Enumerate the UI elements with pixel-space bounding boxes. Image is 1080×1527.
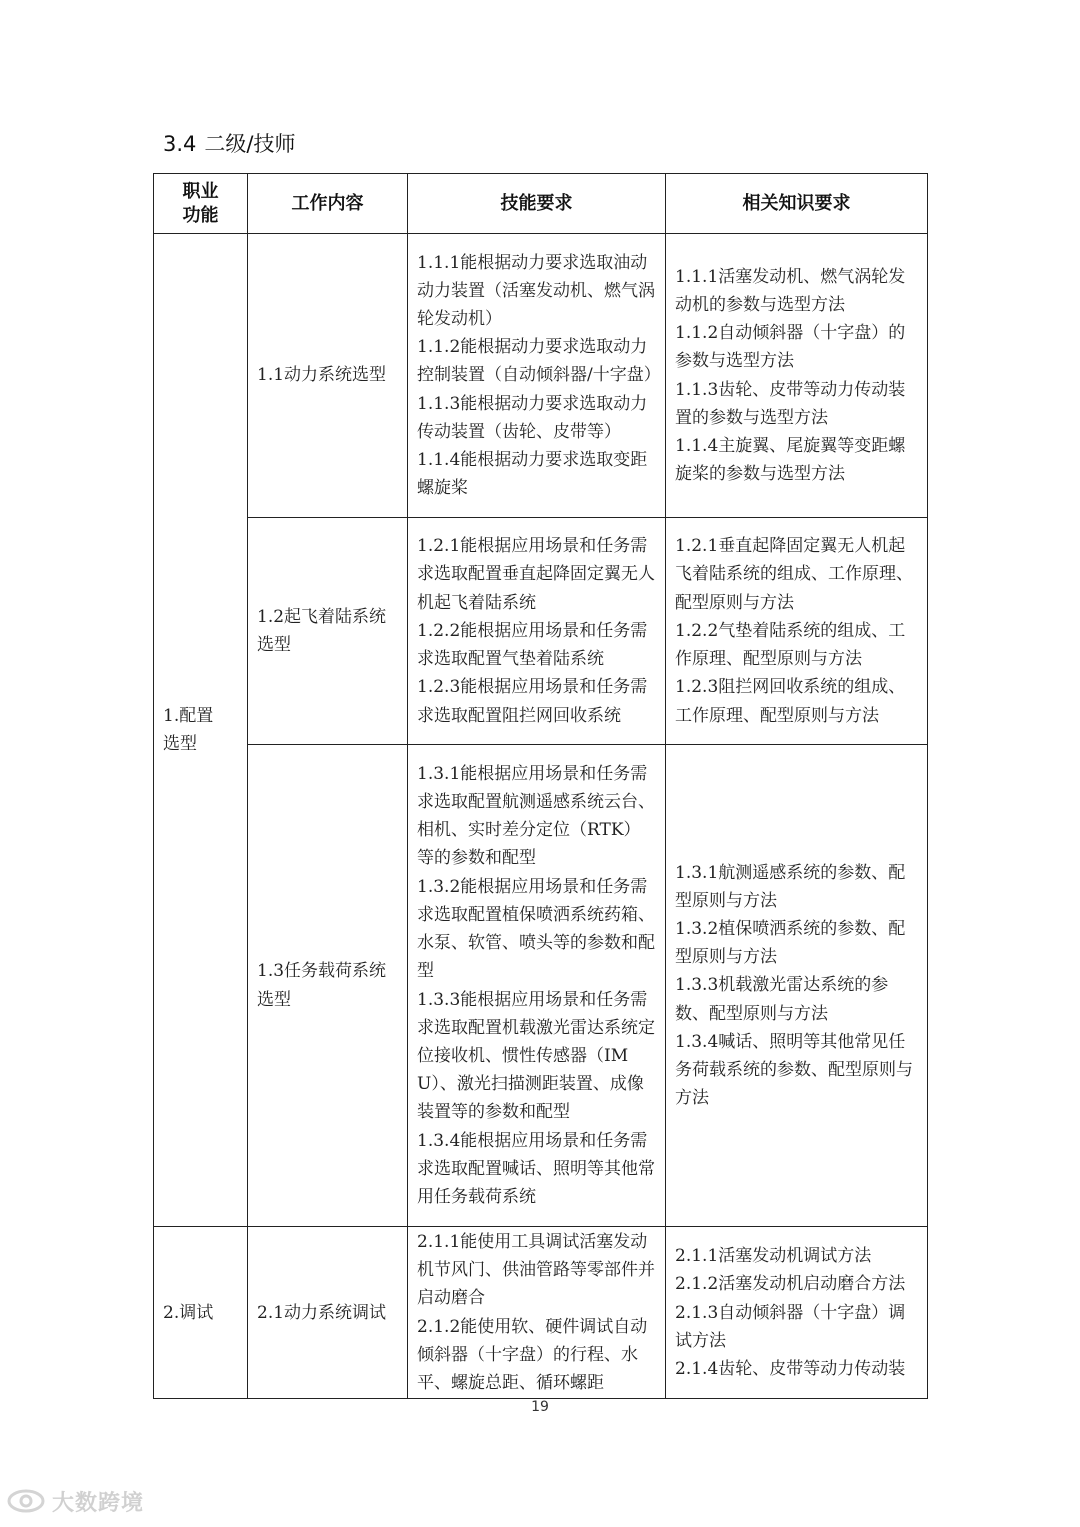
skill-item: 2.1.2能使用软、硬件调试自动倾斜器（十字盘）的行程、水平、螺旋总距、循环螺距 <box>417 1316 648 1394</box>
skills-cell <box>408 745 666 1227</box>
table-row <box>154 745 928 1227</box>
skill-item: 1.3.3能根据应用场景和任务需求选取配置机载激光雷达系统定位接收机、惯性传感器（IMU）、激光扫描测距装置、成像装置等的参数和配型 <box>417 989 655 1123</box>
work-cell: 1.2起飞着陆系统选型 <box>248 518 408 745</box>
knowledge-item: 2.1.1活塞发动机调试方法 <box>675 1246 872 1267</box>
knowledge-item: 1.1.1活塞发动机、燃气涡轮发动机的参数与选型方法 <box>675 266 906 315</box>
header-function-text: 职业 功能 <box>182 180 219 226</box>
knowledge-item: 1.3.3机载激光雷达系统的参数、配型原则与方法 <box>675 975 889 1024</box>
knowledge-item: 1.2.1垂直起降固定翼无人机起飞着陆系统的组成、工作原理、配型原则与方法 <box>675 536 913 613</box>
header-function <box>154 174 248 234</box>
watermark-text: 大数跨境 <box>52 1490 145 1516</box>
skill-item: 1.2.2能根据应用场景和任务需求选取配置气垫着陆系统 <box>417 620 648 670</box>
table-row <box>154 518 928 745</box>
knowledge-item: 2.1.4齿轮、皮带等动力传动装 <box>675 1358 906 1379</box>
skills-cell <box>408 518 666 745</box>
skill-item: 1.3.2能根据应用场景和任务需求选取配置植保喷洒系统药箱、水泵、软管、喷头等的参数和配型 <box>417 876 655 982</box>
skill-item: 1.1.1能根据动力要求选取油动动力装置（活塞发动机、燃气涡轮发动机） <box>417 252 655 329</box>
knowledge-item: 1.3.1航测遥感系统的参数、配型原则与方法 <box>675 862 906 911</box>
knowledge-item: 2.1.2活塞发动机启动磨合方法 <box>675 1274 906 1295</box>
section-number: 3.4 <box>163 132 197 156</box>
skill-item: 2.1.1能使用工具调试活塞发动机节风门、供油管路等零部件并启动磨合 <box>417 1232 655 1309</box>
knowledge-item: 1.2.3阻拦网回收系统的组成、工作原理、配型原则与方法 <box>675 677 906 726</box>
skills-cell <box>408 1227 666 1399</box>
function-cell: 2.调试 <box>154 1227 248 1399</box>
knowledge-item: 2.1.3自动倾斜器（十字盘）调试方法 <box>675 1302 906 1351</box>
header-knowledge: 相关知识要求 <box>666 174 928 234</box>
knowledge-item: 1.1.2自动倾斜器（十字盘）的参数与选型方法 <box>675 323 906 372</box>
skill-item: 1.2.3能根据应用场景和任务需求选取配置阻拦网回收系统 <box>417 677 648 726</box>
skill-item: 1.1.2能根据动力要求选取动力控制装置（自动倾斜器/十字盘） <box>417 337 661 386</box>
work-cell: 2.1动力系统调试 <box>248 1227 408 1399</box>
page-number: 19 <box>531 1399 549 1415</box>
knowledge-cell <box>666 234 928 518</box>
work-cell: 1.1动力系统选型 <box>248 234 408 518</box>
knowledge-item: 1.1.4主旋翼、尾旋翼等变距螺旋桨的参数与选型方法 <box>675 435 906 485</box>
skill-item: 1.3.1能根据应用场景和任务需求选取配置航测遥感系统云台、相机、实时差分定位（RTK）等的参数和配型 <box>417 763 655 869</box>
knowledge-cell <box>666 745 928 1227</box>
table-row <box>154 234 928 518</box>
function-text: 1.配置 选型 <box>163 705 214 754</box>
knowledge-item: 1.2.2气垫着陆系统的组成、工作原理、配型原则与方法 <box>675 620 906 670</box>
header-work: 工作内容 <box>248 174 408 234</box>
section-heading <box>163 128 295 160</box>
knowledge-item: 1.1.3齿轮、皮带等动力传动装置的参数与选型方法 <box>675 379 906 428</box>
skill-item: 1.2.1能根据应用场景和任务需求选取配置垂直起降固定翼无人机起飞着陆系统 <box>417 536 655 613</box>
skill-item: 1.3.4能根据应用场景和任务需求选取配置喊话、照明等其他常用任务载荷系统 <box>417 1130 655 1207</box>
table-row <box>154 1227 928 1399</box>
watermark <box>6 1484 144 1518</box>
knowledge-item: 1.3.2植保喷洒系统的参数、配型原则与方法 <box>675 918 906 968</box>
skills-cell <box>408 234 666 518</box>
knowledge-item: 1.3.4喊话、照明等其他常见任务荷载系统的参数、配型原则与方法 <box>675 1031 913 1109</box>
function-cell <box>154 234 248 1227</box>
eye-logo-icon <box>6 1488 46 1514</box>
header-row <box>154 174 928 234</box>
header-skills: 技能要求 <box>408 174 666 234</box>
skill-item: 1.1.3能根据动力要求选取动力传动装置（齿轮、皮带等） <box>417 393 648 442</box>
knowledge-cell <box>666 1227 928 1399</box>
section-title: 二级/技师 <box>204 132 296 156</box>
skill-item: 1.1.4能根据动力要求选取变距螺旋桨 <box>417 450 648 499</box>
knowledge-cell <box>666 518 928 745</box>
work-cell: 1.3任务载荷系统选型 <box>248 745 408 1227</box>
standards-table <box>153 173 928 1399</box>
